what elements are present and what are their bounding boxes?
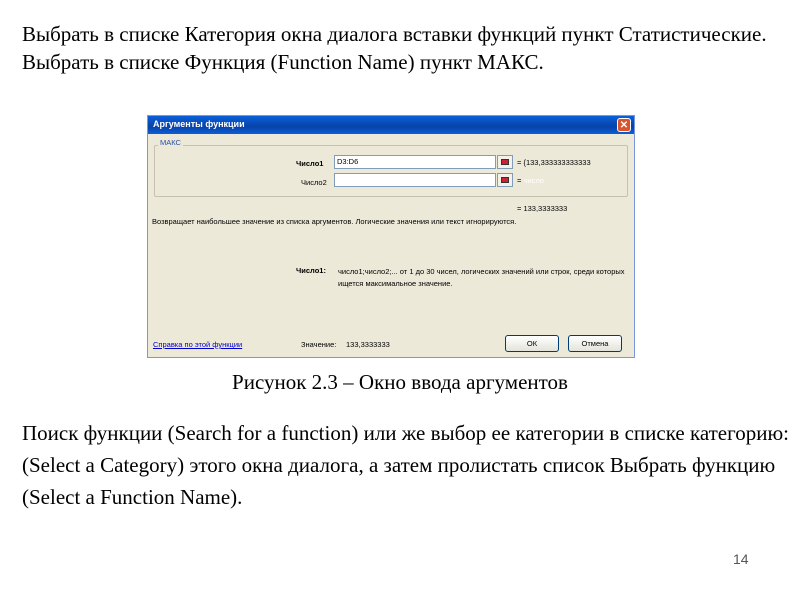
value-label: Значение: (301, 340, 337, 349)
number2-equals: = (517, 176, 522, 185)
range-select-icon (501, 159, 509, 165)
argument-description: число1;число2;... от 1 до 30 чисел, логических значений или строк, среди которых ищется максимальное значение. (338, 267, 625, 288)
page-number: 14 (733, 551, 749, 567)
function-description: Возвращает наибольшее значение из списка аргументов. Логические значения или текст игнорируются. (152, 217, 517, 226)
function-arguments-dialog (147, 115, 635, 358)
number2-label: Число2 (301, 178, 327, 187)
dialog-titlebar[interactable] (148, 116, 634, 134)
arguments-group (154, 145, 628, 197)
close-button[interactable]: ✕ (617, 118, 631, 132)
number2-input[interactable] (334, 173, 496, 187)
intro-line-1: Выбрать в списке Категория окна диалога вставки функций пункт Статистические. (22, 22, 767, 46)
figure-caption: Рисунок 2.3 – Окно ввода аргументов (232, 370, 568, 394)
function-name-label: МАКС (160, 138, 181, 147)
dialog-title: Аргументы функции (153, 119, 245, 129)
intro-line-2: Выбрать в списке Функция (Function Name) пункт МАКС. (22, 50, 544, 74)
number2-result (517, 176, 544, 185)
number2-collapse-button[interactable] (497, 173, 513, 187)
formula-result: = 133,3333333 (517, 204, 568, 213)
number1-collapse-button[interactable] (497, 155, 513, 169)
ok-button[interactable]: ОК (505, 335, 559, 352)
body-text: Поиск функции (Search for a function) или же выбор ее категории в списке категорию: (Select a Category) этого окна диалога, а затем пролистать список Выбрать функцию (Select a Function Name). (22, 421, 789, 509)
help-link[interactable]: Справка по этой функции (153, 340, 243, 349)
argument-name: Число1: (296, 266, 326, 275)
number1-label: Число1 (296, 159, 324, 168)
value-result: 133,3333333 (346, 340, 390, 349)
number1-input[interactable]: D3:D6 (334, 155, 496, 169)
number1-result: = {133,333333333333 (517, 158, 591, 167)
intro-text (22, 20, 792, 76)
cancel-button[interactable]: Отмена (568, 335, 622, 352)
number2-hint: число (523, 176, 544, 185)
range-select-icon (501, 177, 509, 183)
